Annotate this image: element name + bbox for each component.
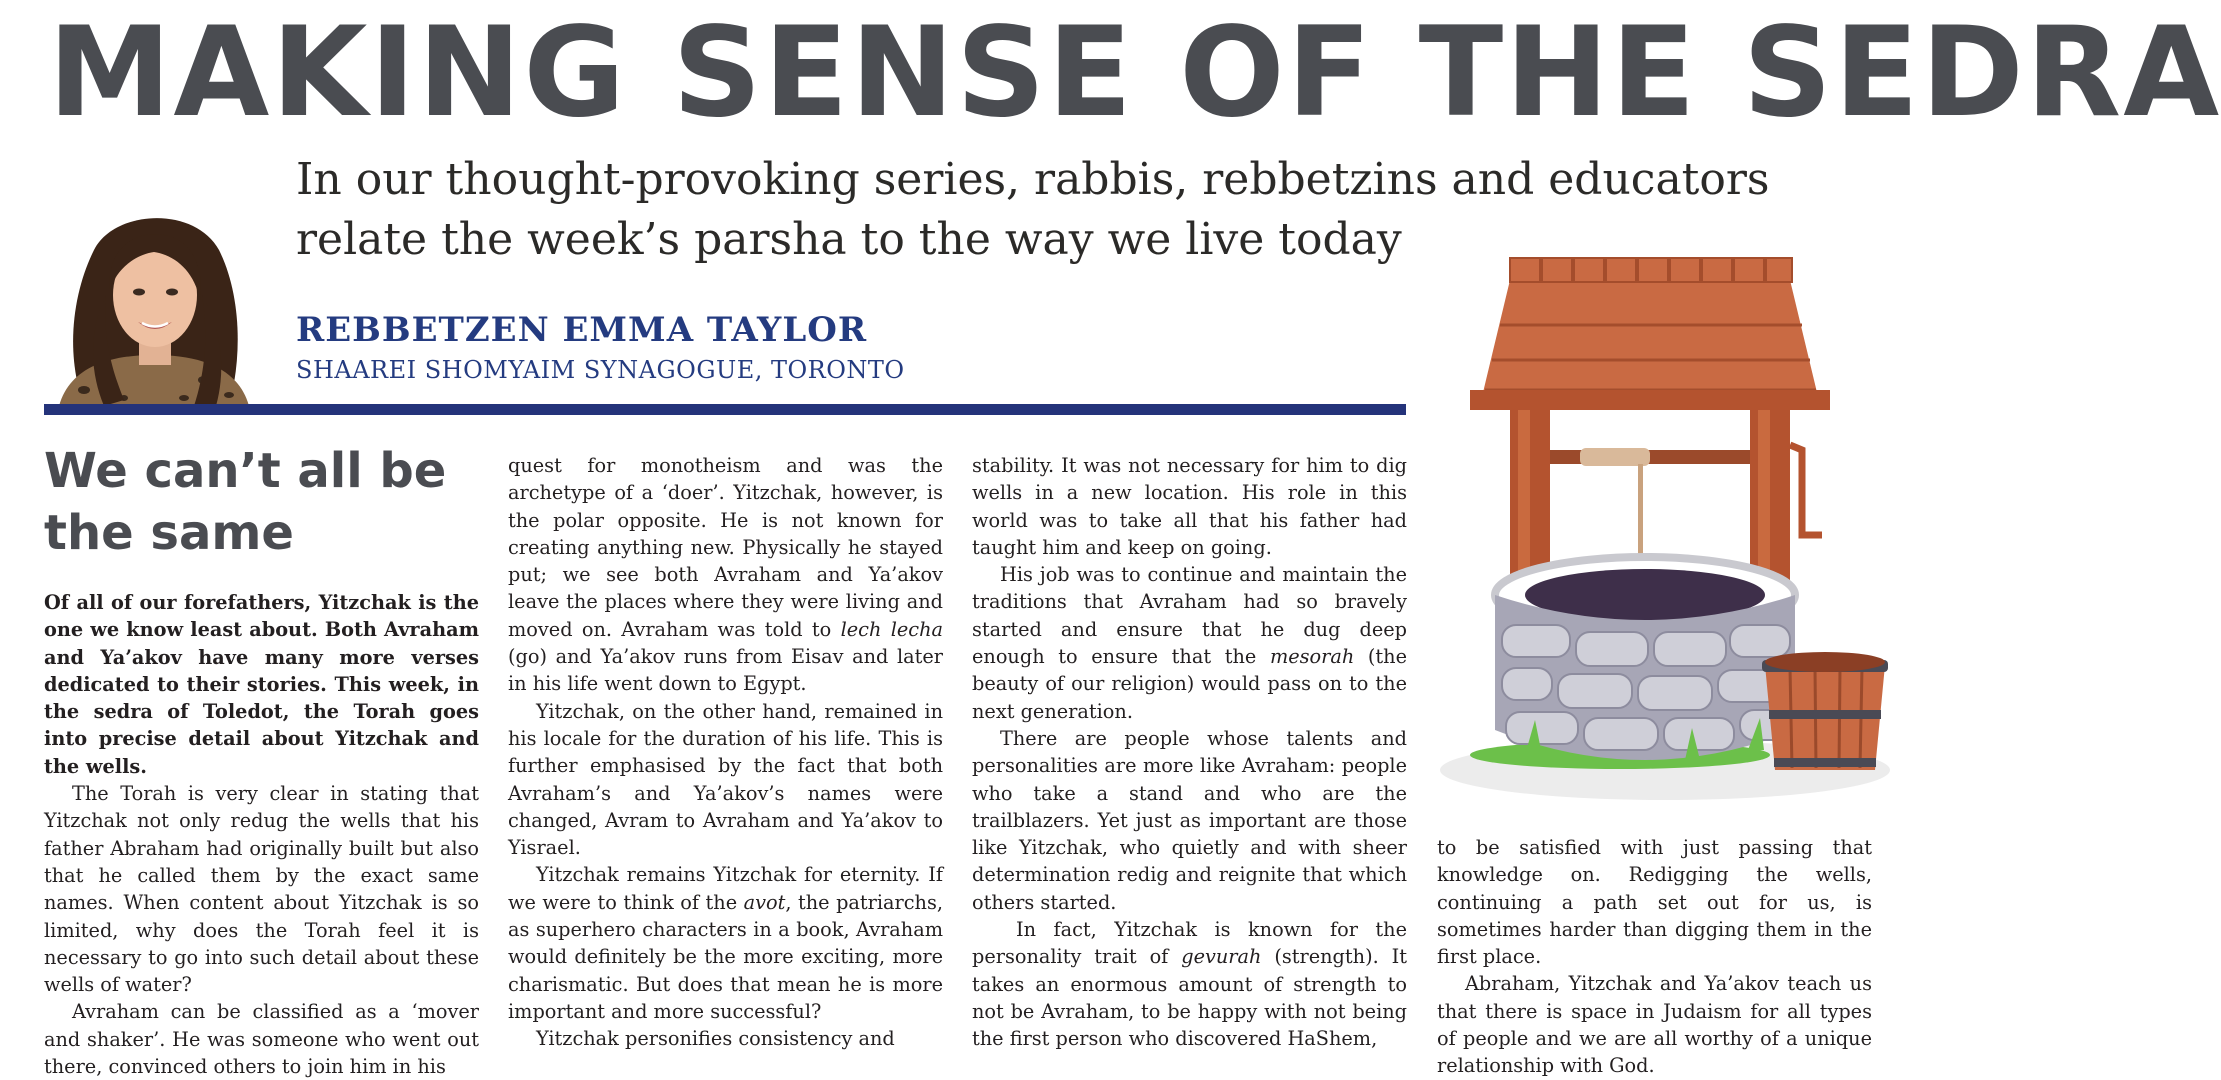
body-paragraph: Yitzchak remains Yitzchak for eternity. If we were to think of the avot, the patriarchs, as superhero characters in a book, Avraham would definitely be the more exciting, more charismatic. But does that mean he is more important and more successful? [508, 863, 943, 1023]
intro-paragraph: Of all of our forefathers, Yitzchak is the one we know least about. Both Avraham and Ya’akov have many more verses dedicated to their stories. This week, in the sedra of Toledot, the Torah goes into precise detail about Yitzchak and the wells. [44, 591, 479, 778]
wishing-well-illustration [1430, 250, 1920, 810]
closing-paragraph: Abraham, Yitzchak and Ya’akov teach us that there is space in Judaism for all types of people and we are all worthy of a unique relationship with God. [1437, 972, 1872, 1078]
text-column-2 [508, 452, 943, 1053]
body-paragraph: Yitzchak personifies consistency and [536, 1027, 895, 1051]
body-paragraph: Avraham can be classified as a ‘mover and shaker’. He was someone who went out there, convinced others to join him in his [44, 1000, 479, 1079]
text-column-4 [1437, 834, 1872, 1080]
body-paragraph: to be satisfied with just passing that knowledge on. Redigging the wells, continuing a path set out for us, is sometimes harder than digging them in the first place. [1437, 836, 1872, 969]
body-paragraph: The Torah is very clear in stating that Yitzchak not only redug the wells that his father Abraham had originally built but also that he called them by the exact same names. When content about Yitzchak is so limited, why does the Torah feel it is necessary to go into such detail about these wells of water? [44, 782, 479, 997]
body-paragraph: There are people whose talents and personalities are more like Avraham: people who take a stand and who are the trailblazers. Yet just as important are those like Yitzchak, who quietly and with sheer determination redig and reignite that which others started. [972, 726, 1407, 914]
text-column-1 [44, 589, 479, 1080]
article-headline: We can’t all be the same [44, 443, 447, 561]
header-rule [44, 404, 1406, 415]
body-paragraph: Yitzchak, on the other hand, remained in his locale for the duration of his life. This is further emphasised by the fact that both Avraham’s and Ya’akov’s names were changed, Avram to Avraham and Ya’akov to Yisrael. [508, 699, 943, 860]
body-paragraph: stability. It was not necessary for him to dig wells in a new location. His role in this world was to take all that his father had taught him and keep on going. [972, 454, 1407, 559]
body-paragraph: In fact, Yitzchak is known for the personality trait of gevurah (strength). It takes an enormous amount of strength to not be Avraham, to be happy with not being the first person who discovered HaShem, [972, 918, 1407, 1051]
author-organisation: SHAAREI SHOMYAIM SYNAGOGUE, TORONTO [296, 356, 905, 384]
series-standfirst: In our thought-provoking series, rabbis, rebbetzins and educators relate the week’s parsha to the way we live today [296, 154, 1770, 265]
body-paragraph: quest for monotheism and was the archetype of a ‘doer’. Yitzchak, however, is the polar opposite. He is not known for creating anything new. Physically he stayed put; we see both Avraham and Ya’akov leave the places where they were living and moved on. Avraham was told to lech lecha (go) and Ya’akov runs from Eisav and later in his life went down to Egypt. [508, 454, 943, 696]
author-portrait [44, 200, 264, 406]
masthead-title: MAKING SENSE OF THE SEDRA [48, 1, 2221, 145]
text-column-3 [972, 452, 1407, 1053]
body-paragraph: His job was to continue and maintain the traditions that Avraham had so bravely started and ensure that he dug deep enough to ensure that the mesorah (the beauty of our religion) would pass on to the next generation. [972, 563, 1408, 723]
author-name: REBBETZEN EMMA TAYLOR [296, 310, 868, 350]
